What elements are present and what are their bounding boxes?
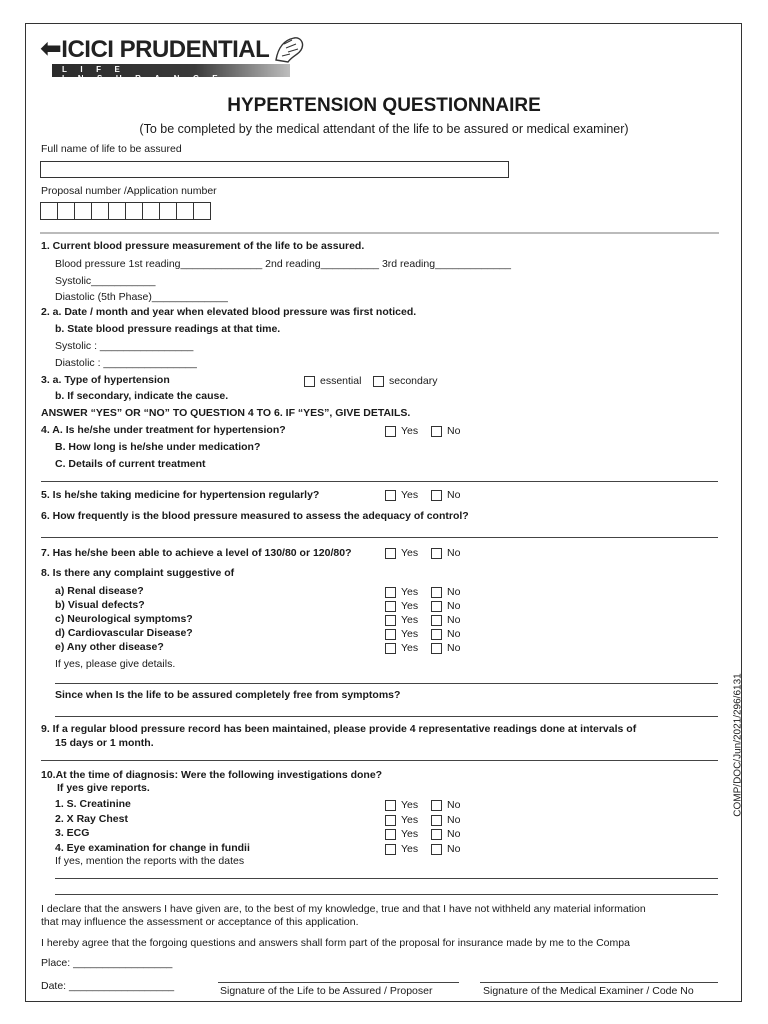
q1-heading: 1. Current blood pressure measurement of the life to be assured. (41, 240, 365, 252)
page-title: HYPERTENSION QUESTIONNAIRE (227, 95, 541, 116)
q8c-yes-checkbox[interactable]: Yes (385, 614, 418, 626)
q3b-text: b. If secondary, indicate the cause. (55, 390, 229, 402)
digit-cell[interactable] (142, 202, 160, 220)
digit-cell[interactable] (57, 202, 75, 220)
digit-cell[interactable] (40, 202, 58, 220)
q10-heading: 10.At the time of diagnosis: Were the following investigations done? (41, 769, 383, 781)
answer-line[interactable] (41, 760, 718, 761)
q8b-no-checkbox[interactable]: No (431, 600, 460, 612)
q9-line1: 9. If a regular blood pressure record has been maintained, please provide 4 representative readings done at intervals of (41, 723, 637, 735)
q5-text: 5. Is he/she taking medicine for hypertension regularly? (41, 489, 320, 501)
q7-yes-checkbox[interactable]: Yes (385, 547, 418, 559)
q4-yes-checkbox[interactable]: Yes (385, 425, 418, 437)
q8d-no-checkbox[interactable]: No (431, 628, 460, 640)
digit-cell[interactable] (125, 202, 143, 220)
q8d-yes-checkbox[interactable]: Yes (385, 628, 418, 640)
q8-item: d) Cardiovascular Disease? (55, 627, 193, 639)
declaration-line2: that may influence the assessment or acceptance of this application. (41, 916, 359, 928)
q8a-yes-checkbox[interactable]: Yes (385, 586, 418, 598)
place-field[interactable]: Place: _________________ (41, 957, 173, 969)
digit-cell[interactable] (91, 202, 109, 220)
q8-item: a) Renal disease? (55, 585, 144, 597)
digit-cell[interactable] (193, 202, 211, 220)
q10-2-no-checkbox[interactable]: No (431, 814, 460, 826)
q3a-text: 3. a. Type of hypertension (41, 374, 170, 386)
answer-line[interactable] (55, 878, 718, 879)
q8-item: c) Neurological symptoms? (55, 613, 193, 625)
q5-yes-checkbox[interactable]: Yes (385, 489, 418, 501)
q1-systolic: Systolic___________ (55, 275, 156, 287)
agreement-text: I hereby agree that the forgoing questions and answers shall form part of the proposal for insurance made by me to the Compa (41, 937, 630, 949)
digit-cell[interactable] (108, 202, 126, 220)
q4c-text: C. Details of current treatment (55, 458, 206, 470)
q10-item: 3. ECG (55, 827, 90, 839)
q10-1-yes-checkbox[interactable]: Yes (385, 799, 418, 811)
q2b-text: b. State blood pressure readings at that time. (55, 323, 281, 335)
q10-3-no-checkbox[interactable]: No (431, 828, 460, 840)
document-code: COMP/DOC/Jun/2021/296/6131 (732, 673, 744, 817)
page-subtitle: (To be completed by the medical attendant of the life to be assured or medical examiner) (139, 122, 629, 136)
answer-instruction: ANSWER “YES” OR “NO” TO QUESTION 4 TO 6. IF “YES”, GIVE DETAILS. (41, 407, 411, 419)
digit-cell[interactable] (74, 202, 92, 220)
q8c-no-checkbox[interactable]: No (431, 614, 460, 626)
q5-no-checkbox[interactable]: No (431, 489, 460, 501)
q4b-text: B. How long is he/she under medication? (55, 441, 261, 453)
date-field[interactable]: Date: __________________ (41, 980, 175, 992)
section-divider (40, 232, 719, 234)
digit-cell[interactable] (176, 202, 194, 220)
proposal-number-field[interactable] (40, 202, 211, 220)
q1-diastolic: Diastolic (5th Phase)_____________ (55, 291, 228, 303)
q10-4-yes-checkbox[interactable]: Yes (385, 843, 418, 855)
q10-sub: If yes give reports. (57, 782, 150, 794)
q7-no-checkbox[interactable]: No (431, 547, 460, 559)
full-name-field[interactable] (40, 161, 509, 178)
signature-proposer-label: Signature of the Life to be Assured / Proposer (220, 985, 433, 997)
q10-1-no-checkbox[interactable]: No (431, 799, 460, 811)
secondary-label: secondary (389, 375, 438, 387)
q10-item: 2. X Ray Chest (55, 813, 128, 825)
q8-heading: 8. Is there any complaint suggestive of (41, 567, 235, 579)
q10-item: 4. Eye examination for change in fundii (55, 842, 250, 854)
q8a-no-checkbox[interactable]: No (431, 586, 460, 598)
q10-mention-prompt: If yes, mention the reports with the dates (55, 855, 245, 867)
secondary-checkbox[interactable] (373, 375, 437, 387)
digit-cell[interactable] (159, 202, 177, 220)
q8-item: b) Visual defects? (55, 599, 145, 611)
logo: ⬅ICICI PRUDENTIAL (40, 33, 270, 63)
lion-emblem-icon (272, 34, 306, 64)
q2-diastolic: Diastolic : ________________ (55, 357, 197, 369)
q8-item: e) Any other disease? (55, 641, 164, 653)
q7-text: 7. Has he/she been able to achieve a level of 130/80 or 120/80? (41, 547, 352, 559)
signature-line[interactable] (480, 982, 718, 983)
q8e-yes-checkbox[interactable]: Yes (385, 642, 418, 654)
answer-line[interactable] (55, 683, 718, 684)
q2a-text: 2. a. Date / month and year when elevated blood pressure was first noticed. (41, 306, 417, 318)
q1-readings: Blood pressure 1st reading______________ 2nd reading__________ 3rd reading_____________ (55, 258, 511, 270)
q10-item: 1. S. Creatinine (55, 798, 131, 810)
q8b-yes-checkbox[interactable]: Yes (385, 600, 418, 612)
declaration-line1: I declare that the answers I have given are, to the best of my knowledge, true and that I have not withheld any material information (41, 903, 646, 915)
answer-line[interactable] (55, 716, 718, 717)
logo-brand-text: ICICI PRUDENTIAL (61, 36, 270, 63)
q8-details-prompt: If yes, please give details. (55, 658, 176, 670)
q9-line2: 15 days or 1 month. (55, 737, 154, 749)
q10-3-yes-checkbox[interactable]: Yes (385, 828, 418, 840)
essential-label: essential (320, 375, 362, 387)
essential-checkbox[interactable] (304, 375, 361, 387)
proposal-number-label: Proposal number /Application number (41, 185, 217, 197)
full-name-label: Full name of life to be assured (41, 143, 182, 155)
q6-text: 6. How frequently is the blood pressure measured to assess the adequacy of control? (41, 510, 469, 522)
signature-examiner-label: Signature of the Medical Examiner / Code No (483, 985, 694, 997)
q4-no-checkbox[interactable]: No (431, 425, 460, 437)
answer-line[interactable] (41, 537, 718, 538)
logo-band (52, 64, 290, 83)
signature-line[interactable] (218, 982, 459, 983)
answer-line[interactable] (55, 894, 718, 895)
q10-4-no-checkbox[interactable]: No (431, 843, 460, 855)
q8e-no-checkbox[interactable]: No (431, 642, 460, 654)
q4a-text: 4. A. Is he/she under treatment for hypertension? (41, 424, 286, 436)
answer-line[interactable] (41, 481, 718, 482)
q2-systolic: Systolic : ________________ (55, 340, 194, 352)
q10-2-yes-checkbox[interactable]: Yes (385, 814, 418, 826)
q8-since-text: Since when Is the life to be assured completely free from symptoms? (55, 689, 401, 701)
logo-band-text: LIFE INSURANCE (62, 65, 232, 83)
